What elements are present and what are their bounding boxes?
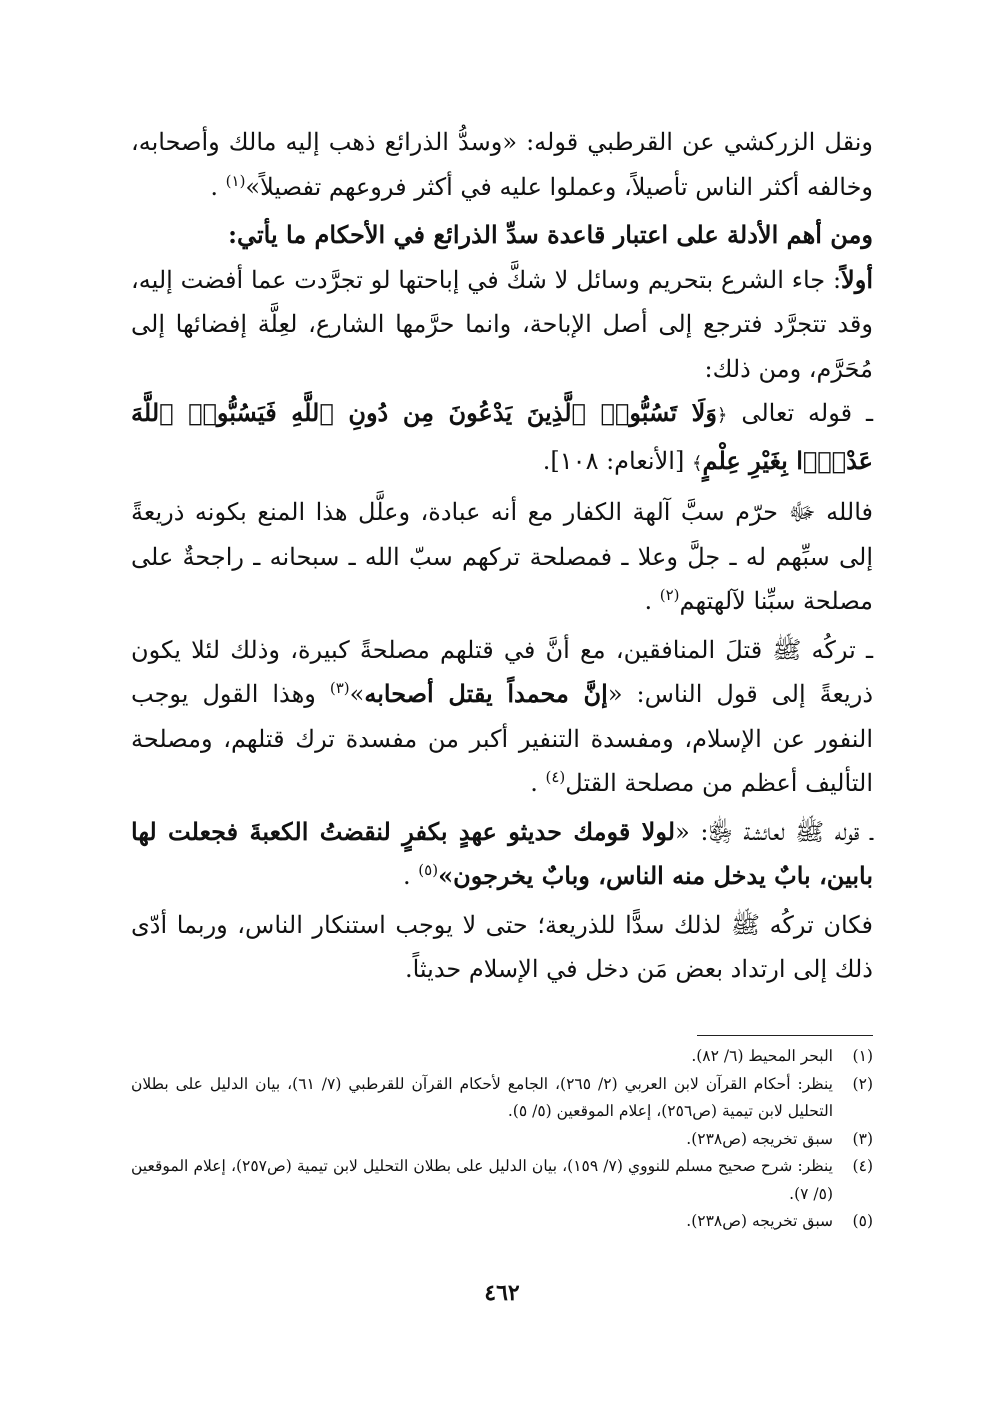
footnote-number: (٥)	[852, 1212, 873, 1230]
footnote-text: سبق تخريجه (ص٢٣٨).	[686, 1212, 833, 1230]
footnote-3	[131, 1126, 873, 1154]
paragraph-evidence-heading: ومن أهم الأدلة على اعتبار قاعدة سدِّ الذرائع في الأحكام ما يأتي:	[228, 220, 873, 249]
paragraph-zarkashi-quote: ونقل الزركشي عن القرطبي قوله: «وسدُّ الذرائع ذهب إليه مالك وأصحابه، وخالفه أكثر الناس تأصيلاً، وعملوا عليه في أكثر فروعهم تفصيلاً»$^{(١)}$ .	[131, 128, 873, 201]
main-text	[131, 120, 873, 992]
footnote-5	[131, 1208, 873, 1236]
paragraph-verse-explanation: فالله ﷻ حرّم سبَّ آلهة الكفار مع أنه عبادة، وعلَّل هذا المنع بكونه ذريعةً إلى سبِّهم له ـ جلَّ وعلا ـ فمصلحة تركهم سبّ الله ـ سبحانه ـ راجحةٌ على مصلحة سبِّنا لآلهتهم$^{(٢)}$ .	[131, 498, 874, 615]
footnote-number: (٤)	[852, 1157, 873, 1175]
verse-close-bracket: ﴾	[691, 452, 703, 474]
footnote-ref-5[interactable]: (٥)	[418, 861, 439, 879]
footnotes	[131, 1043, 873, 1236]
quran-verse: وَلَا تَسُبُّوا۟ ٱلَّذِينَ يَدْعُونَ مِن دُونِ ٱللَّهِ فَيَسُبُّوا۟ ٱللَّهَ عَدْوًۢا بِغَيْرِ عِلْمٍ	[131, 398, 873, 475]
paragraph-first-point: أولاً: جاء الشرع بتحريم وسائل لا شكَّ في إباحتها لو تجرَّدت عما أفضت إليه، وقد تتجرَّد فترجع إلى أصل الإباحة، وانما حرَّمها الشارع، لعِلَّة إفضائها إلى مُحَرَّم، ومن ذلك:	[131, 264, 873, 383]
footnote-ref-3[interactable]: (٣)	[329, 679, 350, 697]
footnote-ref-4[interactable]: (٤)	[545, 768, 566, 786]
footnote-text: ينظر: شرح صحيح مسلم للنووي (٧/ ١٥٩)، بيان الدليل على بطلان التحليل لابن تيمية (ص٢٥٧)، إعلام الموقعين (٥/ ٧).	[131, 1157, 833, 1203]
paragraph-quran-verse: ـ قوله تعالى ﴿وَلَا تَسُبُّوا۟ ٱلَّذِينَ يَدْعُونَ مِن دُونِ ٱللَّهِ فَيَسُبُّوا۟ ٱللَّهَ عَدْوًۢا بِغَيْرِ عِلْمٍ﴾ [الأنعام: ١٠٨].	[131, 398, 873, 475]
footnote-number: (٢)	[852, 1074, 873, 1093]
footnote-text: ينظر: أحكام القرآن لابن العربي (٢/ ٢٦٥)، الجامع لأحكام القرآن للقرطبي (٧/ ٦١)، بيان الدليل على بطلان التحليل لابن تيمية (ص٢٥٦)، إعلام الموقعين (٥/ ٥).	[131, 1074, 833, 1120]
footnote-ref-2[interactable]: (٢)	[659, 586, 680, 604]
footnote-text: سبق تخريجه (ص٢٣٨).	[686, 1129, 833, 1148]
footnote-number: (١)	[852, 1047, 873, 1065]
footnote-text: البحر المحيط (٦/ ٨٢).	[691, 1047, 833, 1065]
footnote-ref-1[interactable]: (١)	[225, 171, 246, 190]
page-number: ٤٦٢	[484, 1280, 520, 1306]
verse-open-bracket: ﴿	[716, 405, 728, 426]
footnote-1	[131, 1043, 873, 1071]
hadith-quote-2: لولا قومك حديثو عهدٍ بكفرٍ لنقضتُ الكعبةَ فجعلت لها بابين، بابٌ يدخل منه الناس، وبابٌ يخرجون	[131, 816, 873, 890]
paragraph-kaaba-hadith: ـ قوله ﷺ لعائشة ﵂: «لولا قومك حديثو عهدٍ بكفرٍ لنقضتُ الكعبةَ فجعلت لها بابين، بابٌ يدخل منه الناس، وبابٌ يخرجون»$^{(٥)}$ .	[131, 816, 874, 890]
hadith-quote-1: إنَّ محمداً يقتل أصحابه	[364, 679, 608, 708]
paragraph-conclusion: فكان تركُه ﷺ لذلك سدًّا للذريعة؛ حتى لا يوجب استنكار الناس، وربما أدّى ذلك إلى ارتداد بعض مَن دخل في الإسلام حديثاً.	[131, 910, 873, 983]
footnote-4	[131, 1153, 873, 1208]
footnote-2	[131, 1071, 873, 1126]
paragraph-hypocrites: ـ تركُه ﷺ قتلَ المنافقين، مع أنَّ في قتلهم مصلحةً كبيرة، وذلك لئلا يكون ذريعةً إلى قول الناس: «إنَّ محمداً يقتل أصحابه»$^{(٣)}$ وهذا القول يوجب النفور عن الإسلام، ومفسدة التنفير أكبر من مفسدة ترك قتلهم، ومصلحة التأليف أعظم من مصلحة القتل$^{(٤)}$ .	[131, 635, 874, 797]
footnote-number: (٣)	[852, 1129, 873, 1148]
verse-reference: [الأنعام: ١٠٨].	[542, 446, 685, 475]
footnote-separator	[697, 1035, 873, 1036]
first-point-label: أولاً	[841, 264, 873, 294]
